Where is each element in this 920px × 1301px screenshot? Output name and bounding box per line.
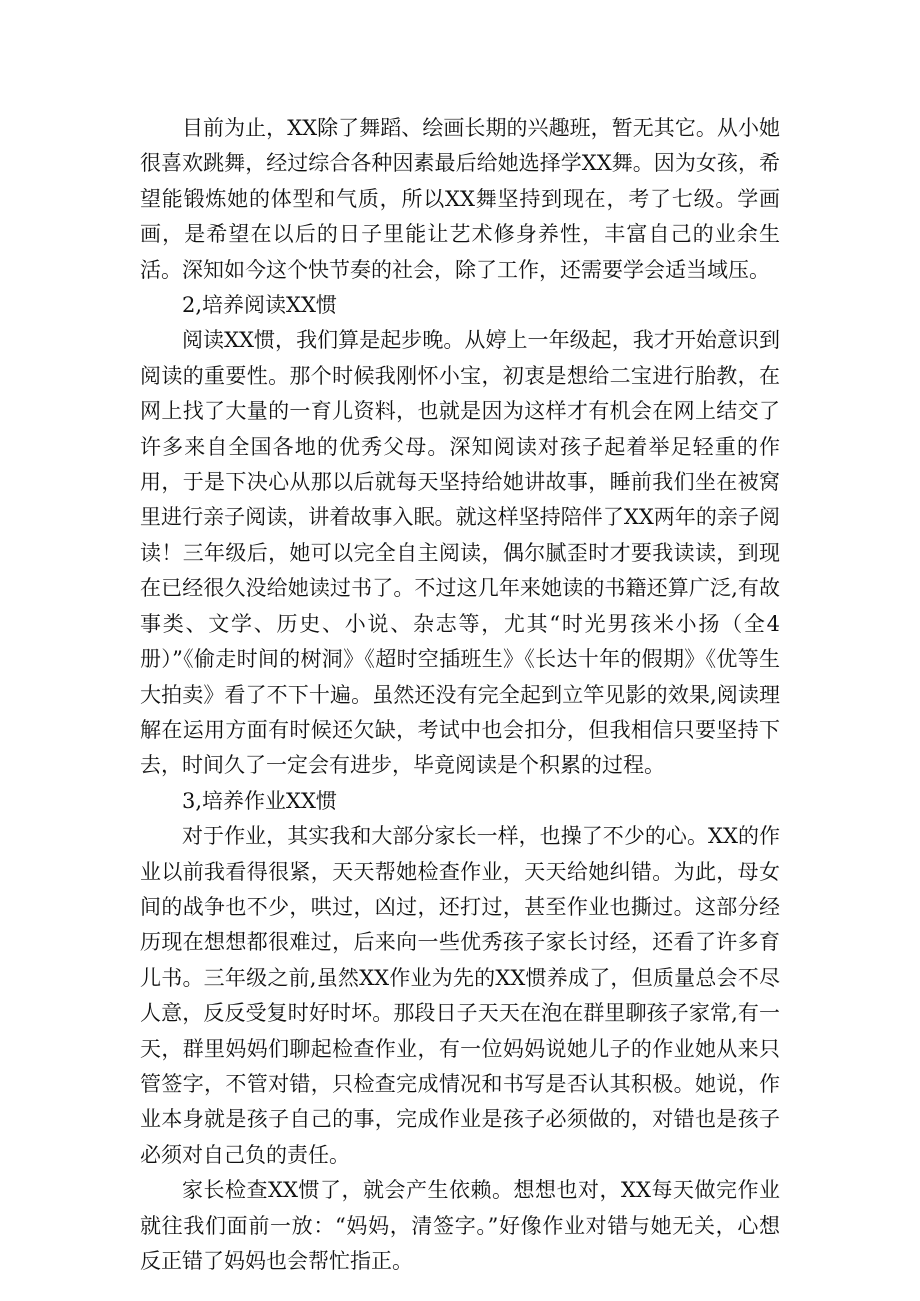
- document-body: [140, 111, 780, 1279]
- section-heading-reading: 2,培养阅读XX惯: [182, 293, 337, 318]
- section-heading-homework: 3,培养作业XX惯: [182, 788, 337, 813]
- paragraph-reading-habit: 阅读XX惯，我们算是起步晚。从婷上一年级起，我才开始意识到阅读的重要性。那个时候我刚怀小宝，初衷是想给二宝进行胎教，在网上找了大量的一育儿资料，也就是因为这样才有机会在网上结交了许多来自全国各地的优秀父母。深知阅读对孩子起着举足轻重的作用，于是下决心从那以后就每天坚持给她讲故事，睡前我们坐在被窝里进行亲子阅读，讲着故事入眠。就这样坚持陪伴了XX两年的亲子阅读！三年级后，她可以完全自主阅读，偶尔腻歪时才要我读读，到现在已经很久没给她读过书了。不过这几年来她读的书籍还算广泛,有故事类、文学、历史、小说、杂志等，尤其“时光男孩米小扬（全4册）”《偷走时间的树洞》《超时空插班生》《长达十年的假期》《优等生大拍卖》看了不下十遍。虽然还没有完全起到立竿见影的效果,阅读理解在运用方面有时候还欠缺，考试中也会扣分，但我相信只要坚持下去，时间久了一定会有进步，毕竟阅读是个积累的过程。: [140, 328, 780, 778]
- paragraph-hobbies: 目前为止，XX除了舞蹈、绘画长期的兴趣班，暂无其它。从小她很喜欢跳舞，经过综合各种因素最后给她选择学XX舞。因为女孩，希望能锻炼她的体型和气质，所以XX舞坚持到现在，考了七级。学画画，是希望在以后的日子里能让艺术修身养性，丰富自己的业余生活。深知如今这个快节奏的社会，除了工作，还需要学会适当域压。: [140, 116, 780, 282]
- paragraph-parent-checking: 家长检查XX惯了，就会产生依赖。想想也对，XX每天做完作业就往我们面前一放：“妈妈，清签字。”好像作业对错与她无关，心想反正错了妈妈也会帮忙指正。: [140, 1178, 780, 1273]
- paragraph-homework-habit: 对于作业，其实我和大部分家长一样，也操了不少的心。XX的作业以前我看得很紧，天天帮她检查作业，天天给她纠错。为此，母女间的战争也不少，哄过，凶过，还打过，甚至作业也撕过。这部分经历现在想想都很难过，后来向一些优秀孩子家长讨经，还看了许多育儿书。三年级之前,虽然XX作业为先的XX惯养成了，但质量总会不尽人意，反反受复时好时坏。那段日子天天在泡在群里聊孩子家常,有一天，群里妈妈们聊起检查作业，有一位妈妈说她儿子的作业她从来只管签字，不管对错，只检查完成情况和书写是否认其积极。她说，作业本身就是孩子自己的事，完成作业是孩子必须做的，对错也是孩子必须对自己负的责任。: [140, 824, 780, 1167]
